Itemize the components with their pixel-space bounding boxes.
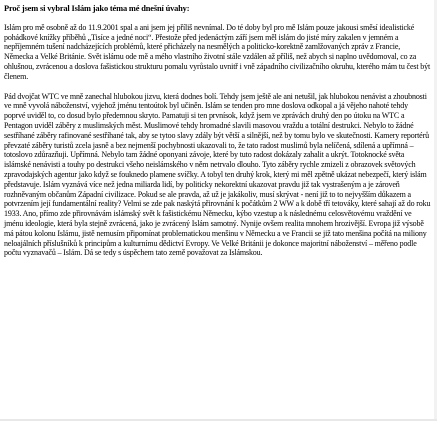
paragraph-2: Pád dvojčat WTC ve mně zanechal hlubokou jizvu, která dodnes bolí. Tehdy jsem ještě ale ani netušil, jak hlubokou nenávist a zhoubnosti ve mně vyvolá náboženství, vyjehož jménu tentoútok byl učiněn. Islám se tenden pro mne doslova odkopal a já vějeho nahoté tehdy poprvé uviděl to, co dosud bylo předemnou skryto. Pamatuji si ten prvnísok, když jsem ve zprávách druhý den po útoku na WTC a Pentagon uviděl záběry z muslimských měst. Muslimové tehdy hromadné slavili masovou vraždu a totální destrukci. Nebylo to žádné sestříhané záběry rafinované sestříhané tak, aby se tytoo slavy zdály být větší a silnější, než by tomu bylo ve skutečnosti. Kamery reportérů převzaté záběry turistů zcela jasně a bez nejmenší pochybnosti ukazovali to, že tato radost muslimů byla nelíčená, sdílená a upřímná – totoslovo zdůrazňuji. Upřímná. Nebylo tam žádné oponyani závoje, které by tuto radost dokázaly zahalit a ukrýt. Totoknocké světa islámské nenávisti a touhy po destrukci všeho neislámského v něm netrvalo dlouho. Tyto záběry rychle zmizeli z obrazovek světových zpravodajských agentur jako když se fouknedo plamene svíčky. A tobyl ten druhý krok, který mi měl zpětně ukázat nebezpečí, který islám představuje. Islám vyznává více než jedna miliarda lidí, by politicky nekorektní ukazovat pravdu již tak vystrašeným a je zároveň rozhněvaným občanům Západní civilizace. Pokud se ale pravda, až už je jakákoliv, musí skrývat - není již to to nejvyšším důkazem a potvrzením její fundamentální reality? Velmi se zde pak naskýtá přirovnání k počátkům 2 WW a k době tří tetováky, které sahají až do roku 1933. Ano, přímo zde přirovnávám islámský svět k fašistickému Německu, kýbo vzestup a k následnému celosvětovému vraždění ve jménu ideologie, která byla stejně zvrácená, jako je zvrácený Islám samotný. Nynije ovšem realita mnohem hrozivější. Evropa již výsobě má pátou kolonu Islámu, jistě nemusím připomínat problematickou menšinu v Německu a ve Francii se již tato menšina počítá na miliony neloajálních příslušníků k principům a kulturnímu dědictví Evropy. Ve Velké Británii je dokonce majoritní náboženství – měřeno podle počtu vyznavačů – Islám. Dá se tedy s úspěchem tato země považovat za Islámskou. <box>4 91 431 258</box>
paragraph-1: Islám pro mě osobně až do 11.9.2001 spal a ani jsem jej příliš nevnímal. Do té doby byl pro mě Islám pouze jakousi směsí idealistické pohádkové knížky příběhů „Tisíce a jedné noci“. Přestože před jedenáctým září jsem měl islám do jisté míry zakalen v jemném a nepříjemném tušení nadcházejících problémů, které přicházely na nesmělých a politicko-korektně zamlžovaných zpráv z Francie, Německa a Velké Británie. Svět islámu ode mě a mého vlastního životní stále vzdálen až příliš, než abych si naplno uvědomoval, co za ohlušnou, zvrácenou a doslova fašistickou strukturu pomalu vyrůstalo uvnitř i vně západního civilizačního okruhu, kterého mám tu čest být členem. <box>4 22 431 81</box>
document-title: Proč jsem si vybral Islám jako téma mé dnešní úvahy: <box>4 4 190 13</box>
